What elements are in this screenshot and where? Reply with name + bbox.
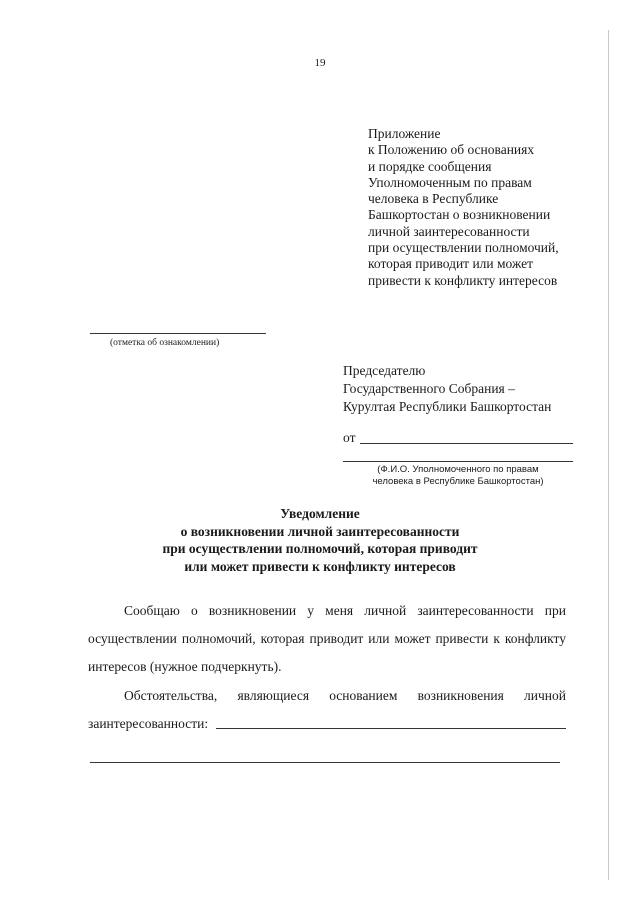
circumstances-field[interactable] xyxy=(216,728,566,729)
paragraph-text: Сообщаю о возникновении у меня личной заинтересованности при осуществлении полномочий, которая приводит или может привести к конфликту интересов (нужное подчеркнуть). xyxy=(88,603,566,674)
addressee-line: Председателю xyxy=(343,363,426,378)
paragraph-circumstances xyxy=(88,682,566,738)
from-label: от xyxy=(343,430,356,445)
scan-margin-line xyxy=(608,30,609,880)
appendix-line: Башкортостан о возникновении xyxy=(368,207,551,223)
notice-title xyxy=(0,505,640,575)
title-line: или может привести к конфликту интересов xyxy=(184,558,456,574)
circumstances-field-line-2[interactable] xyxy=(90,762,560,763)
sender-name-field[interactable] xyxy=(360,443,573,444)
appendix-line: и порядке сообщения xyxy=(368,158,492,174)
appendix-line: человека в Республике xyxy=(368,191,499,207)
title-line: Уведомление xyxy=(280,506,360,521)
appendix-line: привести к конфликту интересов xyxy=(368,272,558,288)
acknowledgment-signature-line[interactable] xyxy=(90,333,266,334)
addressee-line: Курултая Республики Башкортостан xyxy=(343,399,552,414)
appendix-line: Приложение xyxy=(368,126,441,141)
appendix-line: личной заинтересованности xyxy=(368,223,530,239)
addressee-line: Государственного Собрания – xyxy=(343,381,515,396)
sender-caption-line: (Ф.И.О. Уполномоченного по правам xyxy=(377,464,539,475)
title-line: о возникновении личной заинтересованности xyxy=(180,523,460,539)
acknowledgment-caption: (отметка об ознакомлении) xyxy=(110,338,220,348)
sender-caption-line: человека в Республике Башкортостан) xyxy=(372,476,544,487)
appendix-line: Уполномоченным по правам xyxy=(368,174,532,190)
addressee-block xyxy=(343,362,551,416)
page-number: 19 xyxy=(314,57,326,69)
paragraph-text: Обстоятельства, являющиеся основанием возникновения личной заинтересованности: xyxy=(88,688,566,731)
appendix-note xyxy=(368,126,559,289)
appendix-line: которая приводит или может xyxy=(368,256,534,272)
sender-caption xyxy=(343,464,573,488)
title-line: при осуществлении полномочий, которая приводит xyxy=(162,541,478,556)
sender-name-field-line-2[interactable] xyxy=(343,461,573,462)
paragraph-conflict-statement xyxy=(88,597,566,681)
appendix-line: к Положению об основаниях xyxy=(368,142,535,158)
appendix-line: при осуществлении полномочий, xyxy=(368,240,559,256)
